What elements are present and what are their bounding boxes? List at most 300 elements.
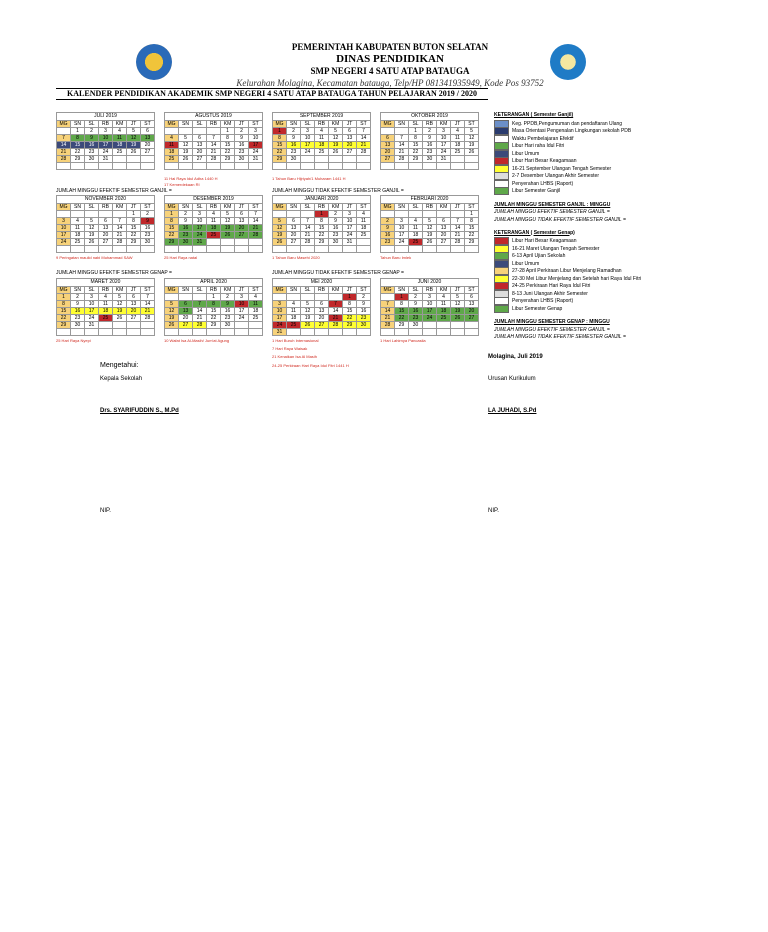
calendar-day: 22 (127, 232, 141, 239)
calendar-day: 3 (423, 294, 437, 301)
calendar-day: 14 (395, 142, 409, 149)
calendar-day: 8 (127, 218, 141, 225)
legend-item (494, 238, 744, 246)
weekday-header: ST (465, 204, 479, 211)
month-calendar (272, 112, 371, 170)
calendar-day: 16 (85, 142, 99, 149)
calendar-day: 23 (357, 315, 371, 322)
calendar-day: 22 (343, 315, 357, 322)
calendar-day: 28 (329, 322, 343, 329)
calendar-day (127, 246, 141, 253)
calendar-day: 6 (437, 218, 451, 225)
calendar-day: 6 (99, 218, 113, 225)
calendar-day: 5 (465, 128, 479, 135)
calendar-day (381, 211, 395, 218)
calendar-day: 21 (451, 232, 465, 239)
calendar-day: 1 (165, 211, 179, 218)
calendar-day: 1 (221, 128, 235, 135)
calendar-day: 9 (409, 301, 423, 308)
calendar-day: 15 (273, 142, 287, 149)
calendar-day (315, 329, 329, 336)
legend-swatch (494, 187, 509, 195)
calendar-day (343, 156, 357, 163)
legend-label: 16-21 September Ulangan Tengah Semester (512, 165, 612, 172)
calendar-day (329, 163, 343, 170)
calendar-day (423, 322, 437, 329)
calendar-day: 9 (141, 218, 155, 225)
calendar-day: 8 (273, 135, 287, 142)
calendar-day (165, 329, 179, 336)
calendar-day: 28 (113, 239, 127, 246)
note-may-3: 21 Kenaikan Isa Al Masih (272, 354, 317, 359)
calendar-day: 2 (329, 211, 343, 218)
calendar-day (423, 329, 437, 336)
calendar-day (141, 156, 155, 163)
calendar-day (451, 211, 465, 218)
calendar-day (179, 329, 193, 336)
calendar-day: 19 (423, 232, 437, 239)
legend-label: 6-13 April Ujian Sekolah (512, 253, 566, 260)
calendar-day: 8 (395, 301, 409, 308)
weekday-header: RB (423, 121, 437, 128)
weekday-header: KM (437, 204, 451, 211)
calendar-day (301, 211, 315, 218)
calendar-day: 15 (207, 308, 221, 315)
calendar-day: 1 (57, 294, 71, 301)
weekday-header: KM (329, 287, 343, 294)
calendar-day (165, 246, 179, 253)
month-title: JANUARI 2020 (272, 195, 371, 203)
calendar-day: 17 (193, 225, 207, 232)
calendar-day: 4 (409, 218, 423, 225)
legend-item (494, 260, 744, 268)
calendar-day: 22 (409, 149, 423, 156)
calendar-day: 7 (141, 294, 155, 301)
calendar-day: 4 (99, 294, 113, 301)
weekday-header: JT (127, 121, 141, 128)
calendar-day (165, 294, 179, 301)
calendar-day: 31 (249, 156, 263, 163)
calendar-day: 7 (207, 135, 221, 142)
calendar-day: 4 (249, 294, 263, 301)
calendar-day (395, 329, 409, 336)
calendar-day: 11 (437, 301, 451, 308)
calendar-day: 3 (193, 211, 207, 218)
note-january: 1 Tahun Baru Masehi 2020 (272, 255, 320, 260)
note-august: 11 Hai Raya Idul Adha 1440 H (164, 176, 218, 181)
weekday-header: RB (315, 121, 329, 128)
weekday-header: RB (207, 204, 221, 211)
calendar-day: 15 (343, 308, 357, 315)
legend-item (494, 120, 744, 128)
calendar-day: 17 (395, 232, 409, 239)
header-address: Kelurahan Molagina, Kecamatan batauga, Telp/HP 081341935949, Kode Pos 93752 (236, 78, 544, 88)
weekday-header: ST (465, 121, 479, 128)
calendar-day (465, 322, 479, 329)
calendar-day: 26 (273, 239, 287, 246)
calendar-day: 10 (99, 135, 113, 142)
calendar-day (451, 322, 465, 329)
calendar-day (465, 163, 479, 170)
month-calendar (56, 112, 155, 170)
calendar-day: 16 (179, 225, 193, 232)
calendar-day: 29 (221, 156, 235, 163)
weekday-header: SN (179, 121, 193, 128)
calendar-day: 30 (179, 239, 193, 246)
weekday-header: ST (465, 287, 479, 294)
calendar-day: 23 (221, 315, 235, 322)
calendar-day: 17 (301, 142, 315, 149)
calendar-day: 16 (141, 225, 155, 232)
weekday-header: SL (193, 204, 207, 211)
calendar-day: 9 (221, 301, 235, 308)
calendar-day (357, 156, 371, 163)
calendar-day: 22 (315, 232, 329, 239)
calendar-day (71, 163, 85, 170)
summary-ganjil-noneffective: JUMLAH MINGGU TIDAK EFEKTIF SEMESTER GANJIL = (272, 188, 404, 194)
signature-left-name: Drs. SYARIFUDDIN S., M.Pd (100, 408, 179, 414)
weekday-header: ST (141, 287, 155, 294)
calendar-day (381, 329, 395, 336)
calendar-day: 29 (465, 239, 479, 246)
calendar-day: 17 (99, 142, 113, 149)
calendar-day: 1 (465, 211, 479, 218)
calendar-day: 5 (221, 211, 235, 218)
legend-label: Libur Semester Genap (512, 305, 563, 312)
note-march: 25 Hari Raya Nyepi (56, 338, 91, 343)
calendar-day: 19 (113, 308, 127, 315)
calendar-day: 27 (315, 322, 329, 329)
calendar-day (127, 329, 141, 336)
calendar-day: 16 (287, 142, 301, 149)
calendar-day: 5 (113, 294, 127, 301)
calendar-day: 3 (301, 128, 315, 135)
calendar-day: 25 (71, 239, 85, 246)
calendar-day: 11 (249, 301, 263, 308)
month-title: APRIL 2020 (164, 278, 263, 286)
calendar-day: 4 (207, 211, 221, 218)
calendar-day: 3 (99, 128, 113, 135)
legend-label: 24-25 Perkiraan Hari Raya Idul Fitri (512, 283, 591, 290)
calendar-day: 24 (57, 239, 71, 246)
calendar-day (207, 246, 221, 253)
calendar-day (357, 239, 371, 246)
month-calendar (380, 112, 479, 170)
calendar-day: 10 (273, 308, 287, 315)
weekday-header: SN (395, 204, 409, 211)
calendar-day: 16 (357, 308, 371, 315)
weekday-header: SL (409, 204, 423, 211)
calendar-day (249, 246, 263, 253)
calendar-day: 12 (221, 218, 235, 225)
calendar-day (193, 294, 207, 301)
legend-item (494, 298, 744, 306)
calendar-day (395, 246, 409, 253)
calendar-day (315, 156, 329, 163)
calendar-day (465, 246, 479, 253)
calendar-day (301, 294, 315, 301)
calendar-day: 2 (381, 218, 395, 225)
calendar-day (409, 211, 423, 218)
month-title: OKTOBER 2019 (380, 112, 479, 120)
calendar-day: 22 (273, 149, 287, 156)
calendar-day: 26 (165, 322, 179, 329)
calendar-day: 25 (249, 315, 263, 322)
calendar-day: 14 (193, 308, 207, 315)
weekday-header: ST (141, 121, 155, 128)
calendar-day: 2 (221, 294, 235, 301)
calendar-day: 26 (127, 149, 141, 156)
calendar-day: 21 (57, 149, 71, 156)
legend-label: Libur Hari Besar Keagamaan (512, 238, 577, 245)
calendar-day: 26 (329, 149, 343, 156)
calendar-day: 9 (381, 225, 395, 232)
calendar-day (451, 163, 465, 170)
weekday-header: SL (409, 121, 423, 128)
title-rule (56, 99, 488, 100)
legend-genap-sum-effective: JUMLAH MINGGU EFEKTIF SEMESTER GANJIL = (494, 326, 610, 333)
calendar-day: 29 (315, 239, 329, 246)
calendar-day (179, 163, 193, 170)
calendar-day: 13 (343, 135, 357, 142)
month-calendar (164, 195, 263, 253)
calendar-day: 15 (127, 225, 141, 232)
calendar-day (85, 329, 99, 336)
calendar-day: 13 (127, 301, 141, 308)
calendar-day: 25 (437, 315, 451, 322)
calendar-day: 11 (315, 135, 329, 142)
calendar-day: 30 (141, 239, 155, 246)
calendar-day: 24 (395, 239, 409, 246)
legend-item (494, 305, 744, 313)
legend-label: Penyerahan LHBS (Raport) (512, 298, 574, 305)
calendar-day: 6 (141, 128, 155, 135)
weekday-header: RB (207, 287, 221, 294)
calendar-day: 11 (71, 225, 85, 232)
note-may-4: 24-25 Perkiraan Hari Raya Idul Fitri 1441 H (272, 363, 349, 368)
calendar-day: 7 (329, 301, 343, 308)
calendar-day: 10 (193, 218, 207, 225)
calendar-day: 28 (395, 156, 409, 163)
calendar-day: 17 (273, 315, 287, 322)
calendar-day: 28 (193, 322, 207, 329)
legend-genap-title: KETERANGAN ( Semester Genap) (494, 229, 575, 236)
legend-ganjil-sum-noneffective: JUMLAH MINGGU TIDAK EFEKTIF SEMESTER GANJIL = (494, 216, 626, 223)
calendar-day (329, 246, 343, 253)
calendar-day: 29 (207, 322, 221, 329)
calendar-day: 12 (85, 225, 99, 232)
weekday-header: ST (249, 121, 263, 128)
calendar-day: 1 (409, 128, 423, 135)
calendar-day: 16 (71, 308, 85, 315)
calendar-day: 10 (343, 218, 357, 225)
weekday-header: SL (85, 121, 99, 128)
calendar-day: 8 (221, 135, 235, 142)
calendar-day: 5 (329, 128, 343, 135)
calendar-day: 2 (141, 211, 155, 218)
calendar-day: 3 (249, 128, 263, 135)
weekday-header: KM (329, 121, 343, 128)
calendar-day: 4 (437, 294, 451, 301)
calendar-day: 18 (409, 232, 423, 239)
calendar-day: 15 (315, 225, 329, 232)
calendar-day: 23 (71, 315, 85, 322)
calendar-day: 22 (395, 315, 409, 322)
calendar-day: 10 (301, 135, 315, 142)
calendar-day: 10 (395, 225, 409, 232)
legend-label: 2-7 Desember Ulangan Akhir Semester (512, 173, 599, 180)
month-calendar (164, 112, 263, 170)
calendar-day: 7 (381, 301, 395, 308)
legend-ganjil-sum-effective: JUMLAH MINGGU EFEKTIF SEMESTER GANJIL = (494, 209, 610, 216)
weekday-header: ST (249, 204, 263, 211)
calendar-day: 27 (235, 232, 249, 239)
calendar-day: 25 (113, 149, 127, 156)
calendar-day: 26 (85, 239, 99, 246)
calendar-day: 26 (465, 149, 479, 156)
calendar-day (395, 163, 409, 170)
legend-label: Libur Umum (512, 260, 540, 267)
legend-swatch (494, 305, 509, 313)
weekday-header: SN (71, 287, 85, 294)
calendar-day: 27 (343, 149, 357, 156)
month-title: JUNI 2020 (380, 278, 479, 286)
calendar-day (329, 294, 343, 301)
calendar-day (287, 329, 301, 336)
calendar-day (437, 246, 451, 253)
calendar-day: 28 (451, 239, 465, 246)
calendar-day: 28 (357, 149, 371, 156)
calendar-day (409, 329, 423, 336)
legend-item (494, 143, 744, 151)
weekday-header: RB (423, 287, 437, 294)
signature-left-title: Mengetahui: (100, 362, 139, 369)
calendar-day: 19 (329, 142, 343, 149)
calendar-day: 4 (71, 218, 85, 225)
legend-item (494, 290, 744, 298)
legend-label: Libur Semester Ganjil (512, 188, 561, 195)
calendar-day: 6 (179, 301, 193, 308)
calendar-day (221, 163, 235, 170)
calendar-day: 6 (343, 128, 357, 135)
calendar-day: 2 (179, 211, 193, 218)
calendar-day (235, 329, 249, 336)
calendar-day (113, 246, 127, 253)
calendar-day: 21 (357, 142, 371, 149)
calendar-day: 12 (273, 225, 287, 232)
calendar-day: 26 (221, 232, 235, 239)
calendar-day: 6 (235, 211, 249, 218)
calendar-day: 12 (301, 308, 315, 315)
weekday-header: KM (221, 121, 235, 128)
weekday-header: SL (85, 287, 99, 294)
calendar-day: 29 (165, 239, 179, 246)
calendar-day: 8 (165, 218, 179, 225)
calendar-day: 16 (329, 225, 343, 232)
weekday-header: JT (451, 287, 465, 294)
calendar-day (141, 329, 155, 336)
summary-genap-effective: JUMLAH MINGGU EFEKTIF SEMESTER GENAP = (56, 270, 172, 276)
calendar-day: 2 (287, 128, 301, 135)
calendar-day: 12 (451, 301, 465, 308)
calendar-day (207, 128, 221, 135)
calendar-day: 29 (273, 156, 287, 163)
calendar-day: 23 (179, 232, 193, 239)
calendar-day: 25 (165, 156, 179, 163)
calendar-day (273, 211, 287, 218)
calendar-day: 24 (273, 322, 287, 329)
calendar-day: 19 (273, 232, 287, 239)
calendar-day: 29 (343, 322, 357, 329)
weekday-header: SN (287, 204, 301, 211)
calendar-day: 23 (409, 315, 423, 322)
weekday-header: SL (409, 287, 423, 294)
weekday-header: ST (357, 204, 371, 211)
calendar-day: 15 (465, 225, 479, 232)
weekday-header: JT (127, 204, 141, 211)
calendar-day: 31 (85, 322, 99, 329)
calendar-day (99, 211, 113, 218)
calendar-day (287, 163, 301, 170)
calendar-day: 29 (57, 322, 71, 329)
legend-item (494, 135, 744, 143)
weekday-header: SL (193, 121, 207, 128)
calendar-day (193, 246, 207, 253)
calendar-day: 14 (249, 218, 263, 225)
calendar-day: 14 (57, 142, 71, 149)
calendar-day: 18 (437, 308, 451, 315)
calendar-day: 6 (465, 294, 479, 301)
legend-item (494, 128, 744, 136)
weekday-header: KM (221, 287, 235, 294)
calendar-day: 27 (437, 239, 451, 246)
calendar-day: 4 (315, 128, 329, 135)
calendar-day (315, 294, 329, 301)
legend-label: Libur Umum (512, 150, 540, 157)
weekday-header: SL (301, 121, 315, 128)
calendar-day: 11 (207, 218, 221, 225)
calendar-day (343, 329, 357, 336)
calendar-day: 16 (423, 142, 437, 149)
calendar-day: 30 (287, 156, 301, 163)
calendar-day: 20 (437, 232, 451, 239)
weekday-header: SL (301, 204, 315, 211)
calendar-day (85, 246, 99, 253)
calendar-day: 12 (113, 301, 127, 308)
calendar-day: 5 (301, 301, 315, 308)
note-september: 1 Tahun Baru Hijriyah/1 Muharam 1441 H (272, 176, 346, 181)
calendar-day: 7 (357, 128, 371, 135)
calendar-day (423, 211, 437, 218)
month-title: NOVEMBER 2020 (56, 195, 155, 203)
calendar-day: 18 (113, 142, 127, 149)
calendar-day (71, 329, 85, 336)
calendar-day: 21 (301, 232, 315, 239)
weekday-header: MG (381, 121, 395, 128)
legend-genap-sum-noneffective: JUMLAH MINGGU TIDAK EFEKTIF SEMESTER GANJIL = (494, 334, 626, 341)
calendar-day: 16 (235, 142, 249, 149)
month-title: JULI 2019 (56, 112, 155, 120)
calendar-day (127, 322, 141, 329)
calendar-day: 21 (249, 225, 263, 232)
calendar-day: 17 (249, 142, 263, 149)
calendar-day: 15 (395, 308, 409, 315)
calendar-day (235, 163, 249, 170)
legend-ganjil-title: KETERANGAN ( Semester Ganjil) (494, 112, 574, 118)
calendar-day (287, 294, 301, 301)
weekday-header: KM (221, 204, 235, 211)
weekday-header: MG (381, 287, 395, 294)
